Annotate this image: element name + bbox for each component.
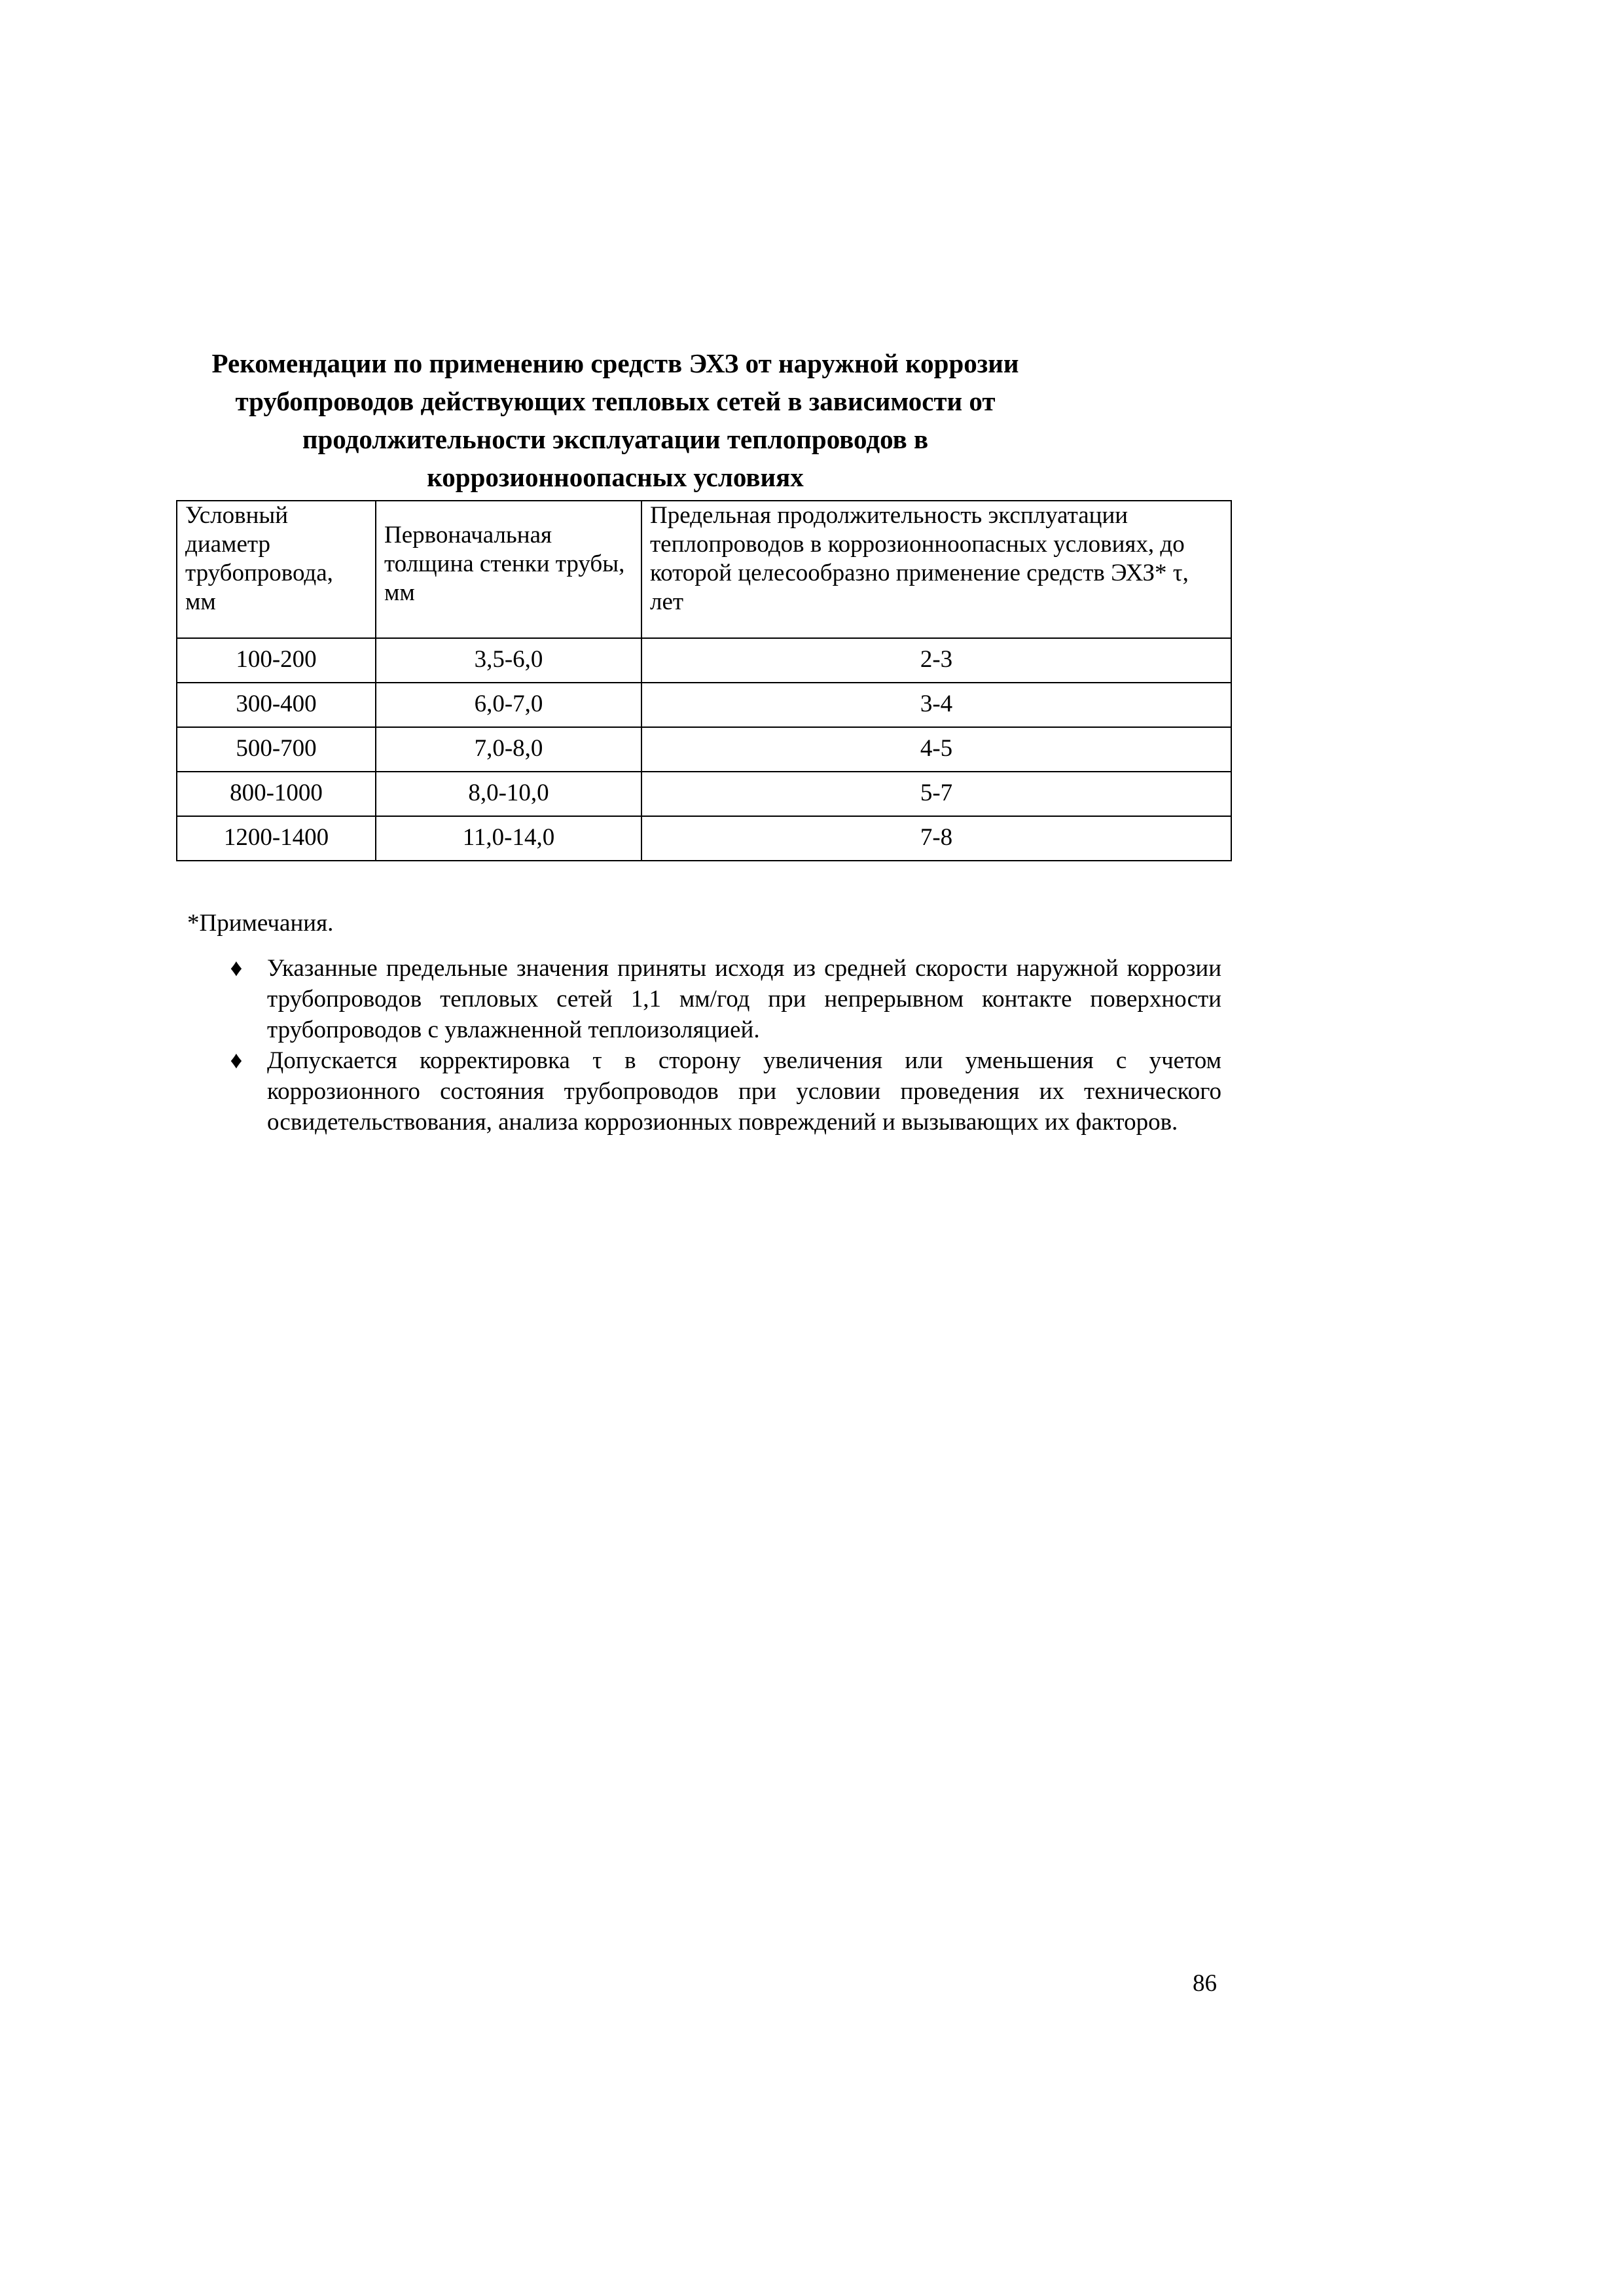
list-item xyxy=(226,1045,1221,1138)
cell-diameter: 100-200 xyxy=(177,638,376,683)
notes-label: *Примечания. xyxy=(187,910,334,937)
cell-service-life: 4-5 xyxy=(641,727,1231,772)
note-text: Указанные предельные значения приняты исходя из средней скорости наружной коррозии трубопроводов тепловых сетей 1,1 мм/год при непрерывном контакте поверхности трубопроводов с увлажненной теплоизоляцией. xyxy=(267,955,1221,1043)
table-row xyxy=(177,683,1231,727)
title-line: трубопроводов действующих тепловых сетей в зависимости от xyxy=(235,386,996,416)
header-wall-thickness: Первоначальная толщина стенки трубы, мм xyxy=(376,501,641,638)
cell-service-life: 7-8 xyxy=(641,816,1231,861)
cell-service-life: 5-7 xyxy=(641,772,1231,816)
page-title xyxy=(170,344,1060,496)
note-text: Допускается корректировка τ в сторону увеличения или уменьшения с учетом коррозионного состояния трубопроводов при условии проведения их технического освидетельствования, анализа коррозионных повреждений и вызывающих их факторов. xyxy=(267,1047,1221,1136)
cell-diameter: 500-700 xyxy=(177,727,376,772)
title-line: продолжительности эксплуатации теплопроводов в xyxy=(302,424,929,454)
recommendations-table xyxy=(176,500,1232,861)
table-row xyxy=(177,772,1231,816)
cell-wall-thickness: 6,0-7,0 xyxy=(376,683,641,727)
cell-diameter: 300-400 xyxy=(177,683,376,727)
cell-diameter: 800-1000 xyxy=(177,772,376,816)
recommendations-table-container xyxy=(176,500,1232,861)
cell-wall-thickness: 7,0-8,0 xyxy=(376,727,641,772)
cell-wall-thickness: 3,5-6,0 xyxy=(376,638,641,683)
table-row xyxy=(177,727,1231,772)
cell-wall-thickness: 11,0-14,0 xyxy=(376,816,641,861)
cell-service-life: 3-4 xyxy=(641,683,1231,727)
title-line: Рекомендации по применению средств ЭХЗ от наружной коррозии xyxy=(211,348,1019,378)
cell-wall-thickness: 8,0-10,0 xyxy=(376,772,641,816)
header-diameter: Условный диаметр трубопровода, мм xyxy=(177,501,376,638)
notes-list xyxy=(226,953,1221,1138)
page-number: 86 xyxy=(1193,1970,1217,1997)
cell-diameter: 1200-1400 xyxy=(177,816,376,861)
table-row xyxy=(177,816,1231,861)
table-header-row xyxy=(177,501,1231,638)
title-line: коррозионноопасных условиях xyxy=(427,462,804,492)
diamond-bullet-icon: ♦ xyxy=(230,955,243,982)
cell-service-life: 2-3 xyxy=(641,638,1231,683)
header-service-life: Предельная продолжительность эксплуатации теплопроводов в коррозионноопасных условиях, до которой целесообразно применение средств ЭХЗ* τ, лет xyxy=(641,501,1231,638)
table-row xyxy=(177,638,1231,683)
list-item xyxy=(226,953,1221,1045)
diamond-bullet-icon: ♦ xyxy=(230,1047,243,1074)
